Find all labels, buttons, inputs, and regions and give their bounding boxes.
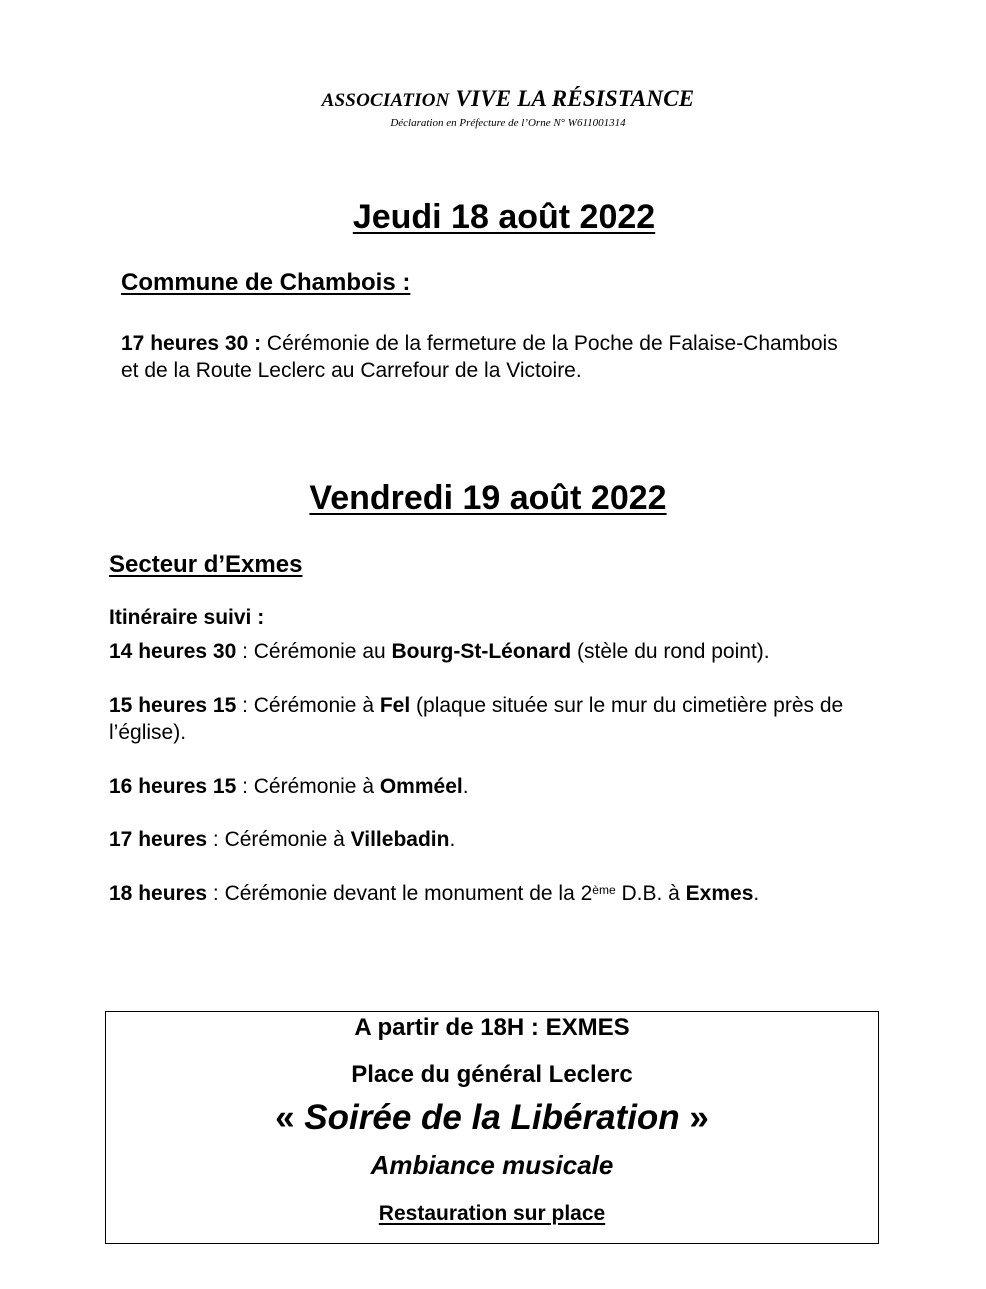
event-title [106, 1098, 878, 1138]
event-place: Omméel [379, 775, 463, 798]
sector-heading: Secteur d’Exmes [109, 551, 303, 578]
start-time-line: A partir de 18H : EXMES [354, 1014, 630, 1041]
event-text: : Cérémonie devant le monument de la 2 [207, 882, 593, 905]
close-quote: » [679, 1098, 709, 1137]
event-row [109, 638, 889, 665]
event-text: (plaque située sur le mur du cimetière près de l’église). [109, 694, 844, 744]
music-line: Ambiance musicale [370, 1150, 614, 1180]
event-text: D.B. à [615, 882, 686, 905]
event-title-text: Soirée de la Libération [304, 1098, 680, 1137]
prefecture-declaration: Déclaration en Préfecture de l’Orne N° W611001314 [390, 117, 626, 129]
location-line: Place du général Leclerc [351, 1061, 633, 1088]
event-text: Cérémonie de la fermeture de la Poche de Falaise-Chambois et de la Route Leclerc au Carrefour de la Victoire. [121, 332, 838, 382]
event-row [109, 773, 889, 800]
liberation-evening-box [105, 1011, 879, 1244]
event-time: 17 heures [109, 828, 208, 851]
event-text: . [462, 775, 469, 798]
event-place: Fel [379, 694, 411, 717]
event-place: Villebadin [350, 828, 450, 851]
ordinal-superscript: ème [592, 883, 616, 897]
event-time: 15 heures 15 [109, 694, 237, 717]
event-place: Bourg-St-Léonard [391, 640, 572, 663]
event-text: . [753, 882, 760, 905]
event-text: : Cérémonie à [236, 775, 380, 798]
event-text: : Cérémonie à [236, 694, 380, 717]
association-name: VIVE LA RÉSISTANCE [455, 86, 695, 111]
event-place: Exmes [685, 882, 754, 905]
itinerary-label: Itinéraire suivi : [109, 606, 265, 629]
association-prefix: ASSOCIATION [321, 90, 450, 111]
event-text: (stèle du rond point). [571, 640, 770, 663]
event-text: . [449, 828, 456, 851]
event-time: 16 heures 15 [109, 775, 237, 798]
chambois-event [121, 330, 841, 384]
event-row [109, 692, 869, 746]
event-text: : Cérémonie au [236, 640, 392, 663]
commune-heading: Commune de Chambois : [121, 269, 411, 296]
day1-heading: Jeudi 18 août 2022 [352, 198, 656, 236]
event-time: 14 heures 30 [109, 640, 237, 663]
day2-heading: Vendredi 19 août 2022 [309, 479, 667, 517]
association-title [0, 86, 986, 112]
event-row [109, 826, 889, 853]
food-line: Restauration sur place [378, 1202, 606, 1225]
open-quote: « [275, 1098, 305, 1137]
event-text: : Cérémonie à [207, 828, 351, 851]
event-time: 17 heures 30 : [121, 332, 262, 355]
event-row [109, 880, 909, 907]
event-time: 18 heures [109, 882, 208, 905]
